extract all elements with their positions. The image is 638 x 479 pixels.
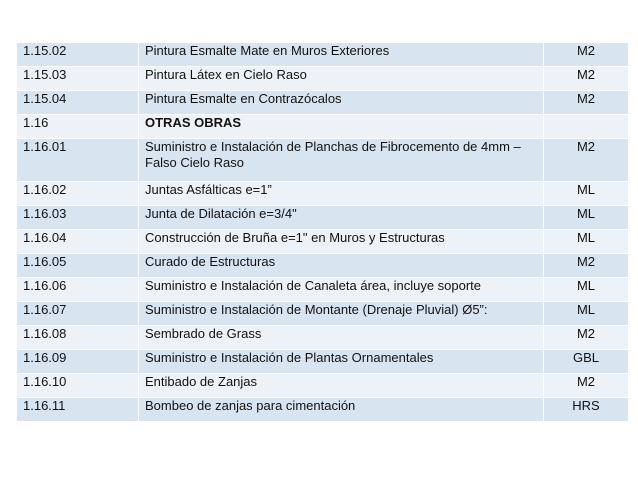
table-row	[17, 230, 629, 254]
table-row	[17, 91, 629, 115]
item-unit: M2	[544, 374, 629, 398]
table-row	[17, 374, 629, 398]
item-description: Pintura Látex en Cielo Raso	[139, 67, 544, 91]
table-row	[17, 43, 629, 67]
table-row	[17, 67, 629, 91]
section-title: OTRAS OBRAS	[139, 115, 544, 139]
item-description: Suministro e Instalación de Montante (Drenaje Pluvial) Ø5”:	[139, 302, 544, 326]
item-code: 1.15.04	[17, 91, 139, 115]
item-unit: M2	[544, 67, 629, 91]
table-row	[17, 206, 629, 230]
table-row	[17, 139, 629, 182]
item-unit	[544, 115, 629, 139]
item-code: 1.16.09	[17, 350, 139, 374]
budget-items-table	[16, 42, 629, 422]
item-unit: M2	[544, 43, 629, 67]
item-description: Curado de Estructuras	[139, 254, 544, 278]
item-unit: M2	[544, 254, 629, 278]
item-description: Bombeo de zanjas para cimentación	[139, 398, 544, 422]
item-code: 1.16.07	[17, 302, 139, 326]
item-unit: GBL	[544, 350, 629, 374]
item-unit: ML	[544, 302, 629, 326]
item-description: Junta de Dilatación e=3/4"	[139, 206, 544, 230]
item-code: 1.16.08	[17, 326, 139, 350]
table-row	[17, 278, 629, 302]
item-unit: ML	[544, 206, 629, 230]
item-description: Suministro e Instalación de Planchas de Fibrocemento de 4mm – Falso Cielo Raso	[139, 139, 544, 182]
item-code: 1.15.03	[17, 67, 139, 91]
item-unit: M2	[544, 91, 629, 115]
item-code: 1.15.02	[17, 43, 139, 67]
item-code: 1.16.04	[17, 230, 139, 254]
table-row	[17, 182, 629, 206]
item-code: 1.16.05	[17, 254, 139, 278]
item-code: 1.16.03	[17, 206, 139, 230]
item-description: Suministro e Instalación de Canaleta área, incluye soporte	[139, 278, 544, 302]
item-code: 1.16.06	[17, 278, 139, 302]
table-row	[17, 254, 629, 278]
item-unit: ML	[544, 230, 629, 254]
item-unit: ML	[544, 182, 629, 206]
item-description: Juntas Asfálticas e=1”	[139, 182, 544, 206]
section-header-row	[17, 115, 629, 139]
item-description: Suministro e Instalación de Plantas Ornamentales	[139, 350, 544, 374]
item-unit: M2	[544, 326, 629, 350]
item-code: 1.16.10	[17, 374, 139, 398]
item-description: Entibado de Zanjas	[139, 374, 544, 398]
item-code: 1.16.02	[17, 182, 139, 206]
item-unit: ML	[544, 278, 629, 302]
item-code: 1.16.01	[17, 139, 139, 182]
item-code: 1.16.11	[17, 398, 139, 422]
item-description: Construcción de Bruña e=1" en Muros y Estructuras	[139, 230, 544, 254]
table-row	[17, 326, 629, 350]
item-unit: HRS	[544, 398, 629, 422]
item-unit: M2	[544, 139, 629, 182]
section-code: 1.16	[17, 115, 139, 139]
table-row	[17, 350, 629, 374]
item-description: Pintura Esmalte en Contrazócalos	[139, 91, 544, 115]
item-description: Pintura Esmalte Mate en Muros Exteriores	[139, 43, 544, 67]
table-row	[17, 398, 629, 422]
item-description: Sembrado de Grass	[139, 326, 544, 350]
table-row	[17, 302, 629, 326]
